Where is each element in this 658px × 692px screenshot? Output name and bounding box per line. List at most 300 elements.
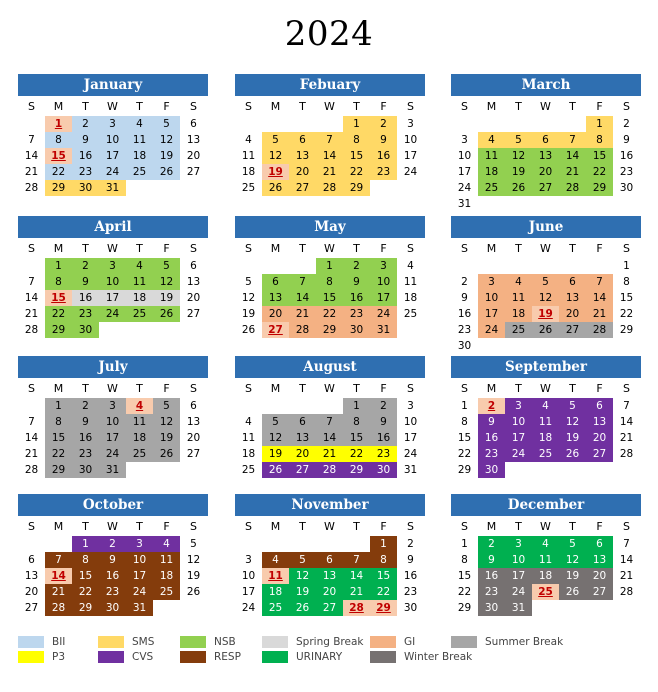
day-cell: 5: [153, 258, 180, 274]
day-cell: 13: [186, 134, 201, 146]
legend-item-resp: [180, 650, 241, 664]
day-cell: 30: [343, 322, 370, 338]
holiday-day-cell: 11: [262, 568, 289, 584]
day-cell: 31: [403, 464, 418, 476]
day-cell: 4: [407, 260, 414, 272]
day-cell: 15: [457, 570, 472, 582]
weekday-label: F: [163, 520, 170, 533]
day-cell: 1: [343, 116, 370, 132]
day-cell: 8: [45, 132, 72, 148]
empty-cell: [532, 116, 559, 132]
weekday-label: S: [461, 520, 468, 533]
day-cell: 9: [623, 134, 630, 146]
day-cell: 20: [316, 584, 343, 600]
holiday-day-cell: 14: [45, 568, 72, 584]
weekday-header-row: [235, 381, 425, 397]
day-cell: 20: [586, 568, 613, 584]
day-cell: 17: [99, 148, 126, 164]
day-cell: 1: [45, 398, 72, 414]
weekday-label: T: [82, 100, 89, 113]
empty-cell: [451, 116, 478, 132]
weekday-label: T: [299, 100, 306, 113]
weekday-label: W: [540, 242, 551, 255]
day-cell: 18: [478, 164, 505, 180]
weekday-label: M: [486, 520, 497, 533]
day-cell: 4: [245, 134, 252, 146]
day-grid: [451, 258, 641, 354]
month-november: [235, 494, 425, 616]
day-cell: 4: [153, 536, 180, 552]
weekday-label: S: [28, 520, 35, 533]
day-cell: 28: [24, 464, 39, 476]
weekday-label: S: [245, 242, 252, 255]
weekday-label: S: [407, 520, 414, 533]
day-cell: 25: [241, 182, 256, 194]
day-cell: 25: [532, 446, 559, 462]
day-cell: 16: [403, 570, 418, 582]
day-cell: 15: [316, 290, 343, 306]
day-cell: 13: [186, 276, 201, 288]
day-cell: 12: [153, 274, 180, 290]
day-cell: 10: [126, 552, 153, 568]
day-cell: 21: [559, 164, 586, 180]
day-cell: 13: [24, 570, 39, 582]
holiday-day-cell: 28: [343, 600, 370, 616]
day-cell: 29: [45, 322, 72, 338]
calendar-year-title: 2024: [284, 14, 374, 54]
day-cell: 16: [457, 308, 472, 320]
day-cell: 14: [586, 290, 613, 306]
day-cell: 22: [457, 586, 472, 598]
day-cell: 2: [407, 538, 414, 550]
day-cell: 7: [316, 132, 343, 148]
day-cell: 29: [45, 180, 72, 196]
weekday-label: T: [569, 100, 576, 113]
day-cell: 26: [532, 322, 559, 338]
legend-item-spring: [262, 635, 364, 649]
month-header: January: [18, 74, 208, 96]
empty-cell: [235, 536, 262, 552]
day-cell: 21: [45, 584, 72, 600]
weekday-label: S: [461, 382, 468, 395]
day-cell: 14: [24, 150, 39, 162]
empty-cell: [559, 258, 586, 274]
weekday-header-row: [18, 519, 208, 535]
day-cell: 18: [241, 448, 256, 460]
day-cell: 16: [619, 150, 634, 162]
empty-cell: [316, 116, 343, 132]
day-cell: 27: [186, 166, 201, 178]
day-cell: 17: [505, 430, 532, 446]
day-cell: 25: [262, 600, 289, 616]
day-cell: 9: [72, 274, 99, 290]
day-cell: 16: [370, 148, 397, 164]
day-cell: 31: [457, 198, 472, 210]
day-cell: 19: [153, 290, 180, 306]
day-cell: 4: [532, 398, 559, 414]
day-grid: [235, 258, 425, 338]
day-cell: 16: [99, 568, 126, 584]
day-cell: 5: [559, 536, 586, 552]
day-cell: 7: [623, 538, 630, 550]
month-march: [451, 74, 641, 212]
day-cell: 22: [72, 584, 99, 600]
weekday-label: M: [53, 242, 64, 255]
holiday-day-cell: 19: [532, 306, 559, 322]
weekday-label: S: [245, 100, 252, 113]
weekday-label: F: [596, 100, 603, 113]
weekday-label: W: [107, 100, 118, 113]
day-cell: 30: [72, 462, 99, 478]
day-cell: 11: [478, 148, 505, 164]
empty-cell: [235, 116, 262, 132]
legend-swatch: [180, 636, 206, 648]
weekday-label: F: [163, 382, 170, 395]
day-cell: 16: [478, 568, 505, 584]
weekday-label: M: [270, 100, 281, 113]
day-cell: 30: [619, 182, 634, 194]
empty-cell: [451, 258, 478, 274]
empty-cell: [289, 116, 316, 132]
weekday-label: S: [190, 520, 197, 533]
weekday-label: F: [380, 520, 387, 533]
weekday-label: F: [596, 242, 603, 255]
weekday-label: T: [82, 382, 89, 395]
legend-label: BII: [52, 636, 66, 648]
day-cell: 27: [586, 446, 613, 462]
empty-cell: [18, 536, 45, 552]
day-cell: 14: [289, 290, 316, 306]
day-cell: 27: [559, 322, 586, 338]
day-cell: 21: [24, 166, 39, 178]
day-cell: 16: [72, 430, 99, 446]
day-cell: 3: [370, 258, 397, 274]
day-cell: 11: [126, 132, 153, 148]
empty-cell: [262, 398, 289, 414]
weekday-label: M: [270, 520, 281, 533]
day-cell: 16: [370, 430, 397, 446]
day-cell: 24: [457, 182, 472, 194]
day-cell: 22: [370, 584, 397, 600]
day-cell: 22: [316, 306, 343, 322]
day-cell: 24: [126, 584, 153, 600]
empty-cell: [289, 258, 316, 274]
month-may: [235, 216, 425, 338]
weekday-label: S: [407, 382, 414, 395]
day-cell: 20: [186, 432, 201, 444]
weekday-label: T: [299, 382, 306, 395]
month-header: September: [451, 356, 641, 378]
month-december: [451, 494, 641, 616]
day-cell: 4: [262, 552, 289, 568]
day-cell: 9: [370, 132, 397, 148]
day-cell: 22: [343, 164, 370, 180]
empty-cell: [316, 398, 343, 414]
day-cell: 27: [24, 602, 39, 614]
day-cell: 2: [72, 398, 99, 414]
weekday-header-row: [18, 381, 208, 397]
day-cell: 12: [153, 414, 180, 430]
legend-item-bii: [18, 635, 65, 649]
day-cell: 6: [190, 118, 197, 130]
month-header: December: [451, 494, 641, 516]
day-cell: 31: [99, 462, 126, 478]
day-cell: 7: [343, 552, 370, 568]
day-cell: 3: [407, 400, 414, 412]
day-cell: 5: [532, 274, 559, 290]
day-cell: 15: [45, 430, 72, 446]
day-cell: 3: [126, 536, 153, 552]
weekday-label: T: [82, 242, 89, 255]
month-header: August: [235, 356, 425, 378]
day-cell: 30: [370, 462, 397, 478]
weekday-label: T: [136, 520, 143, 533]
weekday-label: M: [53, 382, 64, 395]
empty-cell: [505, 258, 532, 274]
day-cell: 2: [72, 258, 99, 274]
day-cell: 19: [241, 308, 256, 320]
day-cell: 2: [461, 276, 468, 288]
weekday-header-row: [451, 241, 641, 257]
day-grid: [451, 398, 641, 478]
day-cell: 18: [532, 568, 559, 584]
weekday-label: T: [136, 382, 143, 395]
holiday-day-cell: 29: [370, 600, 397, 616]
day-grid: [451, 536, 641, 616]
weekday-label: T: [136, 242, 143, 255]
weekday-label: T: [353, 242, 360, 255]
day-cell: 26: [262, 462, 289, 478]
weekday-label: T: [353, 520, 360, 533]
empty-cell: [45, 536, 72, 552]
day-cell: 30: [72, 180, 99, 196]
day-cell: 3: [245, 554, 252, 566]
day-cell: 8: [72, 552, 99, 568]
legend-label: NSB: [214, 636, 236, 648]
day-grid: [18, 258, 208, 338]
day-cell: 21: [316, 446, 343, 462]
day-cell: 23: [619, 166, 634, 178]
day-grid: [451, 116, 641, 212]
day-cell: 21: [289, 306, 316, 322]
day-cell: 13: [289, 430, 316, 446]
holiday-day-cell: 1: [45, 116, 72, 132]
day-cell: 5: [190, 538, 197, 550]
weekday-label: F: [596, 520, 603, 533]
day-cell: 6: [262, 274, 289, 290]
day-cell: 4: [505, 274, 532, 290]
month-header: Febuary: [235, 74, 425, 96]
day-cell: 30: [478, 462, 505, 478]
day-cell: 15: [72, 568, 99, 584]
day-cell: 20: [586, 430, 613, 446]
day-cell: 5: [153, 116, 180, 132]
day-cell: 18: [126, 430, 153, 446]
day-cell: 11: [126, 414, 153, 430]
day-cell: 2: [478, 536, 505, 552]
day-cell: 22: [45, 164, 72, 180]
day-cell: 6: [289, 414, 316, 430]
weekday-header-row: [451, 99, 641, 115]
weekday-label: S: [407, 242, 414, 255]
day-cell: 14: [316, 148, 343, 164]
day-cell: 14: [619, 554, 634, 566]
holiday-day-cell: 27: [262, 322, 289, 338]
month-header: July: [18, 356, 208, 378]
day-cell: 3: [407, 118, 414, 130]
day-cell: 6: [532, 132, 559, 148]
legend-item-cvs: [98, 650, 153, 664]
month-january: [18, 74, 208, 196]
day-cell: 4: [126, 258, 153, 274]
day-cell: 25: [403, 308, 418, 320]
day-cell: 7: [28, 134, 35, 146]
month-header: March: [451, 74, 641, 96]
day-cell: 16: [72, 148, 99, 164]
weekday-label: T: [569, 382, 576, 395]
empty-cell: [235, 398, 262, 414]
day-cell: 17: [403, 150, 418, 162]
day-cell: 8: [623, 276, 630, 288]
weekday-label: T: [569, 242, 576, 255]
weekday-label: S: [245, 520, 252, 533]
day-cell: 21: [24, 448, 39, 460]
day-cell: 22: [586, 164, 613, 180]
day-cell: 1: [72, 536, 99, 552]
day-cell: 29: [457, 464, 472, 476]
day-cell: 30: [72, 322, 99, 338]
weekday-label: F: [380, 382, 387, 395]
weekday-label: W: [324, 382, 335, 395]
day-cell: 6: [190, 400, 197, 412]
weekday-label: T: [136, 100, 143, 113]
weekday-label: S: [28, 100, 35, 113]
weekday-label: M: [53, 100, 64, 113]
holiday-day-cell: 25: [532, 584, 559, 600]
day-cell: 9: [370, 414, 397, 430]
day-cell: 24: [478, 322, 505, 338]
day-cell: 12: [262, 430, 289, 446]
weekday-label: W: [107, 520, 118, 533]
day-cell: 1: [370, 536, 397, 552]
day-cell: 24: [99, 446, 126, 462]
day-cell: 25: [126, 164, 153, 180]
day-cell: 3: [478, 274, 505, 290]
day-cell: 25: [126, 446, 153, 462]
day-cell: 23: [370, 446, 397, 462]
day-cell: 6: [28, 554, 35, 566]
legend-label: GI: [404, 636, 416, 648]
weekday-label: W: [107, 382, 118, 395]
weekday-label: S: [461, 242, 468, 255]
day-cell: 18: [126, 148, 153, 164]
day-cell: 12: [289, 568, 316, 584]
day-grid: [18, 536, 208, 616]
day-cell: 12: [241, 292, 256, 304]
day-cell: 30: [403, 602, 418, 614]
day-cell: 28: [45, 600, 72, 616]
weekday-label: W: [324, 100, 335, 113]
day-cell: 11: [241, 432, 256, 444]
holiday-day-cell: 15: [45, 290, 72, 306]
day-cell: 6: [316, 552, 343, 568]
day-cell: 7: [28, 416, 35, 428]
day-cell: 29: [586, 180, 613, 196]
day-cell: 18: [403, 292, 418, 304]
day-cell: 15: [343, 148, 370, 164]
day-cell: 23: [457, 324, 472, 336]
day-cell: 1: [461, 400, 468, 412]
day-cell: 15: [619, 292, 634, 304]
month-july: [18, 356, 208, 478]
weekday-label: F: [163, 100, 170, 113]
day-cell: 2: [623, 118, 630, 130]
day-cell: 11: [505, 290, 532, 306]
day-cell: 27: [586, 584, 613, 600]
day-cell: 27: [186, 448, 201, 460]
day-cell: 9: [72, 414, 99, 430]
day-cell: 4: [478, 132, 505, 148]
day-cell: 29: [343, 180, 370, 196]
day-cell: 27: [289, 462, 316, 478]
day-cell: 15: [457, 432, 472, 444]
day-cell: 7: [289, 274, 316, 290]
legend-item-nsb: [180, 635, 236, 649]
holiday-day-cell: 4: [126, 398, 153, 414]
weekday-label: S: [190, 382, 197, 395]
day-cell: 12: [559, 414, 586, 430]
day-cell: 21: [619, 432, 634, 444]
weekday-header-row: [235, 99, 425, 115]
weekday-header-row: [451, 381, 641, 397]
day-cell: 29: [316, 322, 343, 338]
day-cell: 19: [153, 148, 180, 164]
day-cell: 26: [153, 306, 180, 322]
weekday-header-row: [235, 241, 425, 257]
legend-swatch: [370, 636, 396, 648]
day-cell: 1: [461, 538, 468, 550]
day-cell: 17: [241, 586, 256, 598]
weekday-label: T: [569, 520, 576, 533]
legend-swatch: [98, 651, 124, 663]
legend-label: P3: [52, 651, 66, 663]
day-cell: 7: [45, 552, 72, 568]
day-cell: 8: [461, 554, 468, 566]
day-cell: 15: [586, 148, 613, 164]
day-grid: [235, 116, 425, 196]
day-cell: 24: [505, 446, 532, 462]
legend-label: Winter Break: [404, 651, 473, 663]
day-cell: 26: [241, 324, 256, 336]
day-cell: 21: [619, 570, 634, 582]
day-cell: 9: [478, 552, 505, 568]
day-cell: 23: [99, 584, 126, 600]
legend-item-winter: [370, 650, 472, 664]
day-cell: 28: [316, 462, 343, 478]
legend-label: RESP: [214, 651, 241, 663]
legend-swatch: [18, 636, 44, 648]
day-cell: 13: [532, 148, 559, 164]
day-cell: 1: [316, 258, 343, 274]
day-cell: 23: [72, 446, 99, 462]
weekday-label: T: [515, 382, 522, 395]
month-header: November: [235, 494, 425, 516]
weekday-label: F: [596, 382, 603, 395]
day-cell: 25: [126, 306, 153, 322]
day-cell: 3: [99, 398, 126, 414]
day-cell: 11: [153, 552, 180, 568]
day-cell: 13: [289, 148, 316, 164]
